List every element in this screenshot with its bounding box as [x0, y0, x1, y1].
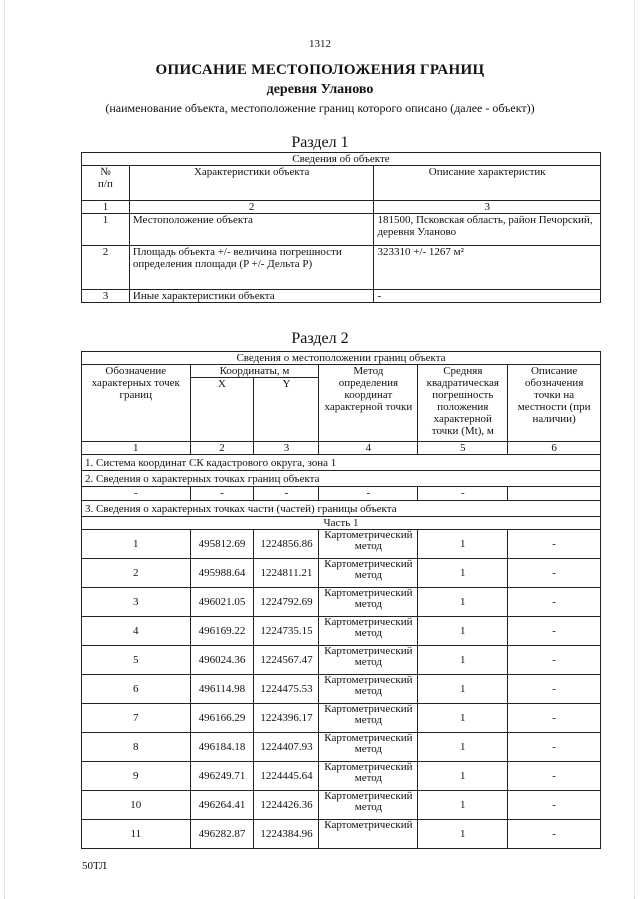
- point-x: 496249.71: [190, 762, 254, 791]
- document-title: ОПИСАНИЕ МЕСТОПОЛОЖЕНИЯ ГРАНИЦ: [155, 62, 485, 78]
- numbering-cell: 2: [129, 201, 374, 214]
- header-error: Средняя квадратическая погрешность положения характерной точки (Mt), м: [418, 365, 508, 442]
- point-error: 1: [418, 530, 508, 559]
- point-error: 1: [418, 762, 508, 791]
- numbering-cell: 4: [319, 442, 418, 455]
- point-number: 7: [82, 704, 191, 733]
- point-y: 1224792.69: [254, 588, 319, 617]
- row-characteristic: Местоположение объекта: [129, 214, 374, 246]
- numbering-cell: 3: [254, 442, 319, 455]
- row-characteristic: Иные характеристики объекта: [129, 290, 374, 303]
- point-number: 5: [82, 646, 191, 675]
- point-number: 8: [82, 733, 191, 762]
- point-marking: -: [508, 733, 601, 762]
- point-number: 11: [82, 820, 191, 849]
- numbering-cell: 1: [82, 201, 130, 214]
- point-marking: -: [508, 820, 601, 849]
- numbering-cell: 5: [418, 442, 508, 455]
- part-label-row: [82, 517, 601, 530]
- point-x: 495988.64: [190, 559, 254, 588]
- point-y: 1224396.17: [254, 704, 319, 733]
- object-info-table: [81, 152, 601, 303]
- header-y: Y: [254, 378, 319, 442]
- table-row: [82, 791, 601, 820]
- parts-heading: 3. Сведения о характерных точках части (частей) границы объекта: [82, 501, 601, 517]
- header-marking: Описание обозначения точки на местности (при наличии): [508, 365, 601, 442]
- point-y: 1224384.96: [254, 820, 319, 849]
- table-title-row: [82, 153, 601, 166]
- point-x: 496264.41: [190, 791, 254, 820]
- footer-code: 50ТЛ: [82, 860, 107, 872]
- header-row: [82, 166, 601, 201]
- coordinate-system: 1. Система координат СК кадастрового округа, зона 1: [82, 455, 601, 471]
- header-coordinates: Координаты, м: [190, 365, 319, 378]
- row-characteristic: Площадь объекта +/- величина погрешности определения площади (P +/- Дельта P): [129, 246, 374, 290]
- point-method: Картометрический метод: [319, 762, 418, 791]
- points-heading: 2. Сведения о характерных точках границ объекта: [82, 471, 601, 487]
- point-error: 1: [418, 791, 508, 820]
- numbering-cell: 6: [508, 442, 601, 455]
- point-error: 1: [418, 588, 508, 617]
- point-marking: -: [508, 646, 601, 675]
- table-row: [82, 530, 601, 559]
- point-x: 496282.87: [190, 820, 254, 849]
- system-row: [82, 455, 601, 471]
- point-marking: -: [508, 791, 601, 820]
- point-y: 1224735.15: [254, 617, 319, 646]
- dash-cell: [508, 487, 601, 501]
- point-x: 496166.29: [190, 704, 254, 733]
- header-point: Обозначение характерных точек границ: [82, 365, 191, 442]
- point-y: 1224407.93: [254, 733, 319, 762]
- table-title: Сведения об объекте: [82, 153, 601, 166]
- table-row: [82, 214, 601, 246]
- point-y: 1224567.47: [254, 646, 319, 675]
- point-error: 1: [418, 675, 508, 704]
- point-error: 1: [418, 617, 508, 646]
- point-error: 1: [418, 704, 508, 733]
- point-number: 9: [82, 762, 191, 791]
- points-heading-row: [82, 471, 601, 487]
- header-row: [82, 365, 601, 378]
- point-method: Картометрический метод: [319, 530, 418, 559]
- point-number: 2: [82, 559, 191, 588]
- row-number: 3: [82, 290, 130, 303]
- point-marking: -: [508, 588, 601, 617]
- point-number: 10: [82, 791, 191, 820]
- point-marking: -: [508, 762, 601, 791]
- point-y: 1224426.36: [254, 791, 319, 820]
- table-row: [82, 733, 601, 762]
- table-title-row: [82, 352, 601, 365]
- point-x: 496114.98: [190, 675, 254, 704]
- numbering-row: [82, 442, 601, 455]
- row-description: 181500, Псковская область, район Печорский, деревня Уланово: [374, 214, 601, 246]
- document-description: (наименование объекта, местоположение границ которого описано (далее - объект)): [105, 101, 535, 115]
- point-error: 1: [418, 820, 508, 849]
- table-row: [82, 820, 601, 849]
- point-number: 6: [82, 675, 191, 704]
- point-method: Картометрический метод: [319, 588, 418, 617]
- point-method: Картометрический метод: [319, 617, 418, 646]
- boundary-points-table: [81, 351, 601, 849]
- point-method: Картометрический метод: [319, 733, 418, 762]
- point-number: 3: [82, 588, 191, 617]
- header-x: X: [190, 378, 254, 442]
- point-method: Картометрический метод: [319, 646, 418, 675]
- table-row: [82, 290, 601, 303]
- point-x: 495812.69: [190, 530, 254, 559]
- point-x: 496024.36: [190, 646, 254, 675]
- point-y: 1224475.53: [254, 675, 319, 704]
- numbering-row: [82, 201, 601, 214]
- point-method: Картометрический: [319, 820, 418, 849]
- numbering-cell: 1: [82, 442, 191, 455]
- point-marking: -: [508, 559, 601, 588]
- row-description: -: [374, 290, 601, 303]
- dash-cell: -: [254, 487, 319, 501]
- numbering-cell: 3: [374, 201, 601, 214]
- points-body: [82, 530, 601, 849]
- table-row: [82, 617, 601, 646]
- point-method: Картометрический метод: [319, 675, 418, 704]
- dash-cell: -: [82, 487, 191, 501]
- table-row: [82, 559, 601, 588]
- point-y: 1224856.86: [254, 530, 319, 559]
- document-subtitle: деревня Уланово: [266, 82, 374, 97]
- section1-heading: Раздел 1: [291, 134, 349, 151]
- point-y: 1224811.21: [254, 559, 319, 588]
- point-error: 1: [418, 559, 508, 588]
- header-method: Метод определения координат характерной точки: [319, 365, 418, 442]
- point-x: 496021.05: [190, 588, 254, 617]
- table-row: [82, 762, 601, 791]
- header-number: № п/п: [82, 166, 130, 201]
- point-marking: -: [508, 530, 601, 559]
- table-row: [82, 704, 601, 733]
- table-row: [82, 588, 601, 617]
- point-marking: -: [508, 704, 601, 733]
- dash-cell: -: [418, 487, 508, 501]
- point-y: 1224445.64: [254, 762, 319, 791]
- dash-cell: -: [319, 487, 418, 501]
- table-row: [82, 646, 601, 675]
- point-marking: -: [508, 617, 601, 646]
- part-label: Часть 1: [82, 517, 601, 530]
- header-description: Описание характеристик: [374, 166, 601, 201]
- row-number: 1: [82, 214, 130, 246]
- empty-points-row: [82, 487, 601, 501]
- numbering-cell: 2: [190, 442, 254, 455]
- point-x: 496169.22: [190, 617, 254, 646]
- table-title: Сведения о местоположении границ объекта: [82, 352, 601, 365]
- point-number: 4: [82, 617, 191, 646]
- point-method: Картометрический метод: [319, 791, 418, 820]
- page-number: 1312: [309, 38, 331, 50]
- table-row: [82, 675, 601, 704]
- dash-cell: -: [190, 487, 254, 501]
- row-number: 2: [82, 246, 130, 290]
- point-marking: -: [508, 675, 601, 704]
- point-x: 496184.18: [190, 733, 254, 762]
- table-row: [82, 246, 601, 290]
- parts-heading-row: [82, 501, 601, 517]
- row-description: 323310 +/- 1267 м²: [374, 246, 601, 290]
- point-number: 1: [82, 530, 191, 559]
- point-method: Картометрический метод: [319, 704, 418, 733]
- header-characteristic: Характеристики объекта: [129, 166, 374, 201]
- point-error: 1: [418, 733, 508, 762]
- point-method: Картометрический метод: [319, 559, 418, 588]
- point-error: 1: [418, 646, 508, 675]
- section2-heading: Раздел 2: [291, 330, 349, 347]
